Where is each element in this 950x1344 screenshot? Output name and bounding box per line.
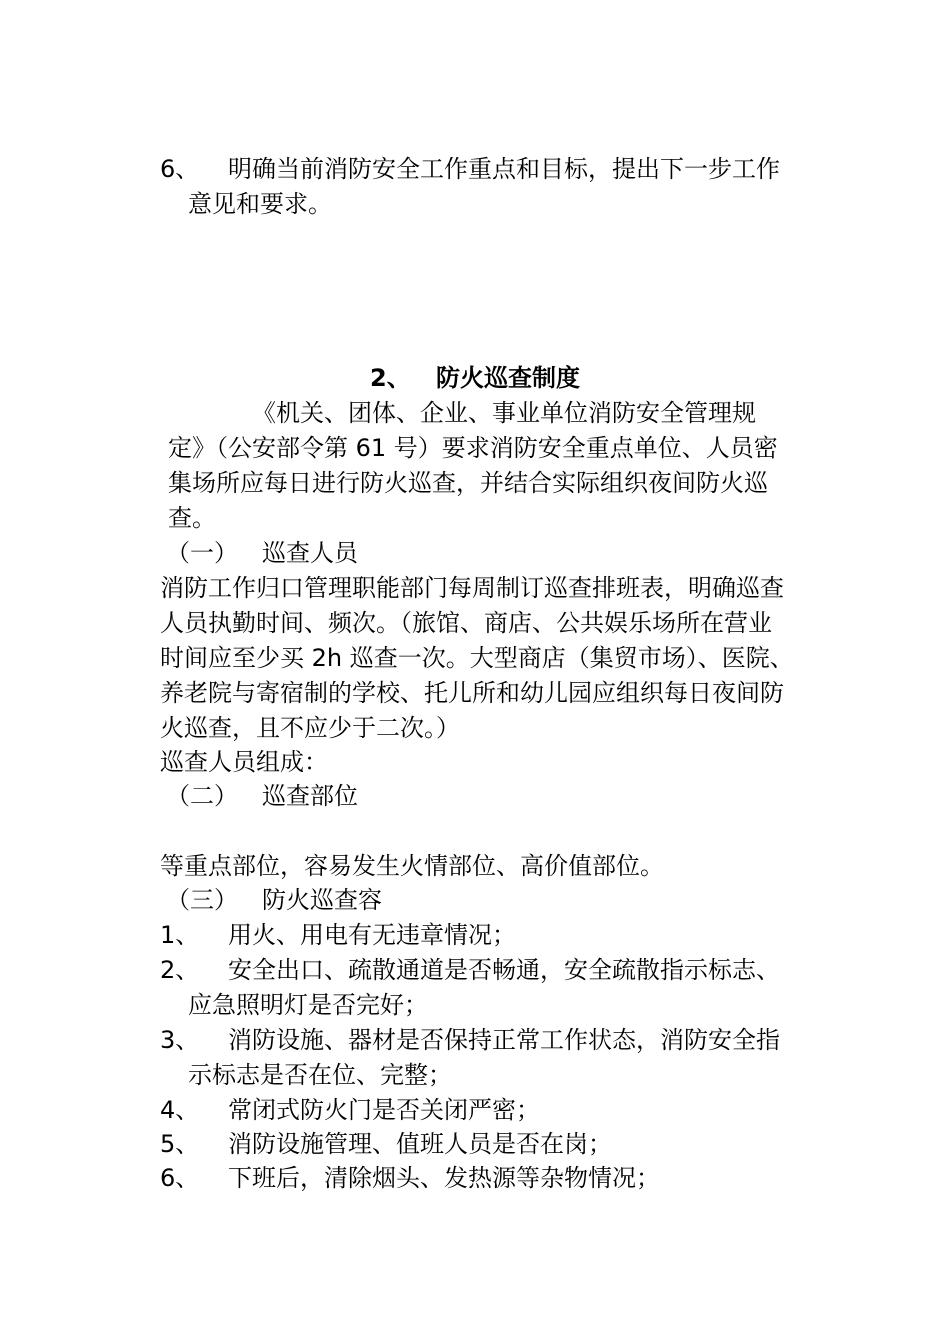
section-title-text: 防火巡查制度 (436, 364, 580, 392)
list-item-number: 2、 (160, 956, 200, 984)
section-number: 2、 (370, 364, 411, 392)
paragraph-line: 消防工作归口管理职能部门每周制订巡查排班表，明确巡查 (160, 574, 784, 602)
list-item-number: 5、 (160, 1130, 200, 1158)
list-item-text: 消防设施管理、值班人员是否在岗； (228, 1130, 612, 1158)
list-item-text: 明确当前消防安全工作重点和目标，提出下一步工作 (228, 155, 780, 183)
list-item-text: 下班后，清除烟头、发热源等杂物情况； (228, 1164, 660, 1192)
list-item-text-continued: 示标志是否在位、完整； (188, 1061, 452, 1089)
list-item-text: 用火、用电有无违章情况； (228, 921, 516, 949)
intro-line-2: 定》（公安部令第 61 号）要求消防安全重点单位、人员密 (168, 434, 778, 462)
subsection-number: （一） (166, 539, 238, 567)
subsection-title: 巡查人员 (262, 539, 358, 567)
paragraph-line: 时间应至少买 2h 巡查一次。大型商店（集贸市场）、医院、 (160, 644, 794, 672)
subsection-title: 巡查部位 (262, 782, 358, 810)
list-item-number: 6、 (160, 1164, 200, 1192)
intro-line-3: 集场所应每日进行防火巡查，并结合实际组织夜间防火巡 (168, 469, 768, 497)
paragraph-line: 人员执勤时间、频次。（旅馆、商店、公共娱乐场所在营业 (160, 609, 772, 637)
list-item-number: 6、 (160, 155, 200, 183)
intro-line-1: 《机关、团体、企业、事业单位消防安全管理规 (252, 399, 756, 427)
list-item-text: 消防设施、器材是否保持正常工作状态，消防安全指 (228, 1026, 780, 1054)
list-item-number: 4、 (160, 1096, 200, 1124)
intro-line-4: 查。 (168, 504, 216, 532)
list-item-text-continued: 应急照明灯是否完好； (188, 991, 428, 1019)
list-item-number: 3、 (160, 1026, 200, 1054)
subsection-number: （三） (166, 886, 238, 914)
subsection-title: 防火巡查容 (262, 886, 382, 914)
paragraph-line: 巡查人员组成： (160, 748, 328, 776)
list-item-text: 安全出口、疏散通道是否畅通，安全疏散指示标志、 (228, 956, 780, 984)
list-item-text-continued: 意见和要求。 (188, 190, 332, 218)
list-item-text: 常闭式防火门是否关闭严密； (228, 1096, 540, 1124)
list-item-number: 1、 (160, 921, 200, 949)
subsection-number: （二） (166, 782, 238, 810)
paragraph-line: 等重点部位，容易发生火情部位、高价值部位。 (160, 852, 664, 880)
section-title (0, 361, 950, 395)
paragraph-line: 养老院与寄宿制的学校、托儿所和幼儿园应组织每日夜间防 (160, 679, 784, 707)
paragraph-line: 火巡查，且不应少于二次。） (160, 714, 460, 742)
